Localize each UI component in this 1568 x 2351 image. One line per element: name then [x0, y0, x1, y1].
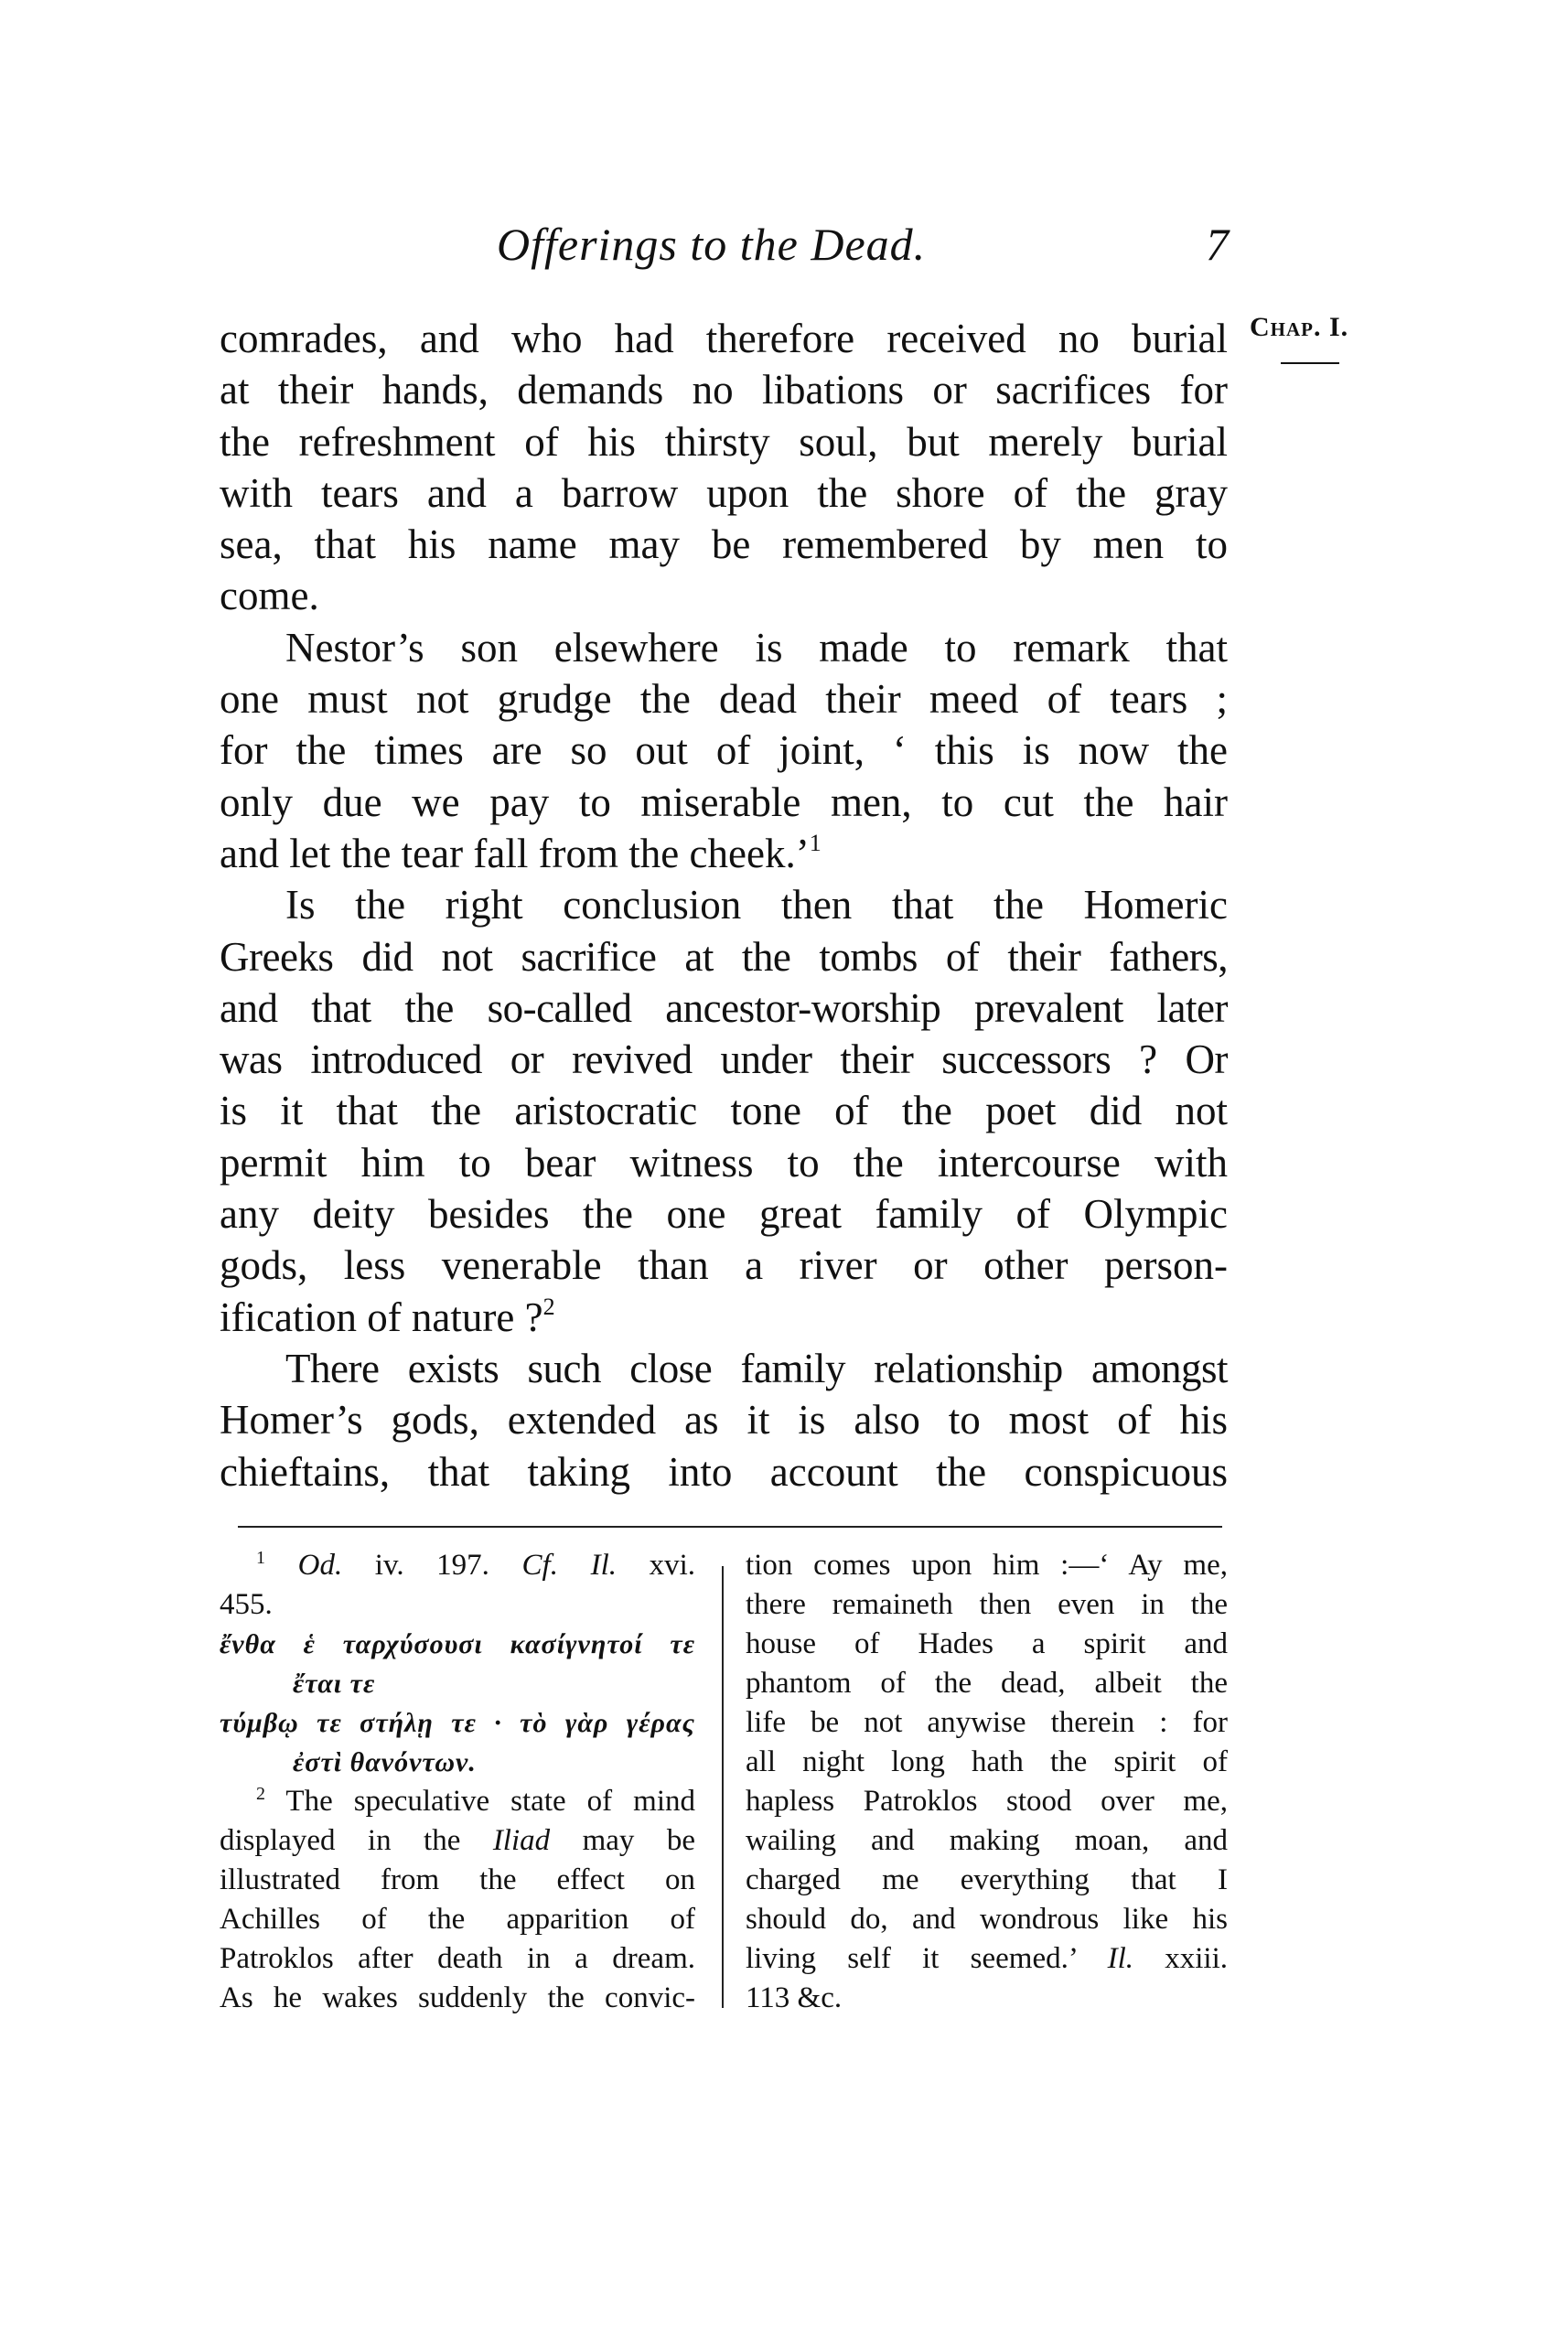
footnote-column-divider — [722, 1566, 724, 2008]
footnote-line: life be not anywise therein : for — [746, 1706, 1228, 1739]
body-line: and that the so-called ancestor-worship prevalent later — [220, 984, 1228, 1031]
footnote-line: should do, and wondrous like his — [746, 1903, 1228, 1936]
footnote-line: all night long hath the spirit of — [746, 1745, 1228, 1778]
citation-iliad: Cf. Il. — [521, 1549, 617, 1582]
footnote-line — [220, 1821, 695, 1861]
footnote-line: there remaineth then even in the — [746, 1588, 1228, 1621]
chapter-label: Chap. I. — [1250, 312, 1349, 342]
footnote-line — [746, 1939, 1228, 1979]
body-line: for the times are so out of joint, ‘ this is now the — [220, 727, 1228, 774]
footnote-text: living self it seemed.’ — [746, 1942, 1108, 1975]
footnote-line: 455. — [220, 1588, 273, 1621]
footnote-text: displayed in the — [220, 1824, 493, 1857]
footnote-marker-1: 1 — [256, 1548, 265, 1568]
footnote-line: hapless Patroklos stood over me, — [746, 1785, 1228, 1818]
body-text — [220, 313, 1228, 1498]
body-line: Is the right conclusion then that the Homeric — [285, 882, 1228, 929]
body-line: Nestor’s son elsewhere is made to remark that — [285, 624, 1228, 671]
body-line: at their hands, demands no libations or sacrifices for — [220, 367, 1228, 413]
body-line: Greeks did not sacrifice at the tombs of their fathers, — [220, 933, 1228, 980]
body-line-text: and let the tear fall from the cheek.’ — [220, 830, 810, 876]
footnote-ref-1[interactable]: 1 — [809, 829, 822, 856]
body-line: sea, that his name may be remembered by men to — [220, 521, 1228, 568]
footnotes-left-column — [220, 1546, 695, 2018]
footnote-line: illustrated from the effect on — [220, 1863, 695, 1896]
greek-quote-line: ἔται τε — [293, 1669, 376, 1699]
body-line: only due we pay to miserable men, to cut the hair — [220, 778, 1228, 825]
running-title: Offerings to the Dead. — [497, 219, 927, 270]
footnote-marker-2: 2 — [256, 1784, 265, 1804]
footnote-text: iv. 197. — [342, 1549, 522, 1582]
title-iliad: Iliad — [492, 1824, 551, 1857]
footnote-line: As he wakes suddenly the convic- — [220, 1981, 695, 2014]
body-line: come. — [220, 573, 319, 619]
body-line: was introduced or revived under their successors ? Or — [220, 1036, 1228, 1083]
page-number: 7 — [1206, 219, 1229, 270]
footnote-text: The speculative state of mind — [265, 1785, 695, 1818]
body-line: any deity besides the one great family of Olympic — [220, 1191, 1228, 1238]
body-line: is it that the aristocratic tone of the poet did not — [220, 1088, 1228, 1134]
body-line: comrades, and who had therefore received no burial — [220, 316, 1228, 361]
footnote-line: tion comes upon him :—‘ Ay me, — [746, 1549, 1228, 1582]
body-line: chieftains, that taking into account the conspicuous — [220, 1448, 1228, 1495]
body-line: There exists such close family relationship amongst — [285, 1345, 1228, 1391]
greek-quote-line: ἐστὶ θανόντων. — [293, 1747, 477, 1777]
running-head — [220, 212, 1228, 276]
greek-quote-line: ἔνθα ἑ ταρχύσουσι κασίγνητοί τε — [220, 1629, 695, 1659]
body-line: one must not grudge the dead their meed of tears ; — [220, 676, 1228, 723]
footnote-text: may be — [550, 1824, 695, 1857]
body-line: Homer’s gods, extended as it is also to most of his — [220, 1397, 1228, 1444]
footnote-line: Achilles of the apparition of — [220, 1903, 695, 1936]
footnote-line: phantom of the dead, albeit the — [746, 1667, 1228, 1700]
greek-quote-line: τύμβῳ τε στήλῃ τε · τὸ γὰρ γέρας — [220, 1708, 695, 1738]
body-line: the refreshment of his thirsty soul, but merely burial — [220, 418, 1228, 465]
footnote-line: charged me everything that I — [746, 1863, 1228, 1896]
body-line-text: ification of nature ? — [220, 1294, 543, 1340]
footnote-ref-2[interactable]: 2 — [542, 1293, 555, 1320]
chapter-margin-note — [1250, 307, 1369, 348]
footnote-line: Patroklos after death in a dream. — [220, 1942, 695, 1975]
body-line: with tears and a barrow upon the shore of the gray — [220, 469, 1228, 516]
footnote-1-line — [220, 1546, 695, 1585]
citation-odyssey: Od. — [297, 1549, 343, 1582]
citation-iliad: Il. — [1107, 1942, 1134, 1975]
body-line: gods, less venerable than a river or other person- — [220, 1242, 1228, 1289]
footnote-2-line — [220, 1782, 695, 1821]
chapter-label-rule — [1281, 362, 1339, 364]
footnote-text: xxiii. — [1133, 1942, 1228, 1975]
body-line-with-footnote-ref — [220, 1292, 1228, 1343]
footnote-line: 113 &c. — [746, 1981, 843, 2014]
body-line-with-footnote-ref — [220, 828, 1228, 879]
body-line: permit him to bear witness to the intercourse with — [220, 1139, 1228, 1186]
footnotes-right-column — [746, 1546, 1228, 2018]
footnote-line: wailing and making moan, and — [746, 1824, 1228, 1857]
footnote-separator-rule — [238, 1526, 1222, 1528]
footnote-text: xvi. — [617, 1549, 696, 1582]
footnote-line: house of Hades a spirit and — [746, 1627, 1228, 1660]
